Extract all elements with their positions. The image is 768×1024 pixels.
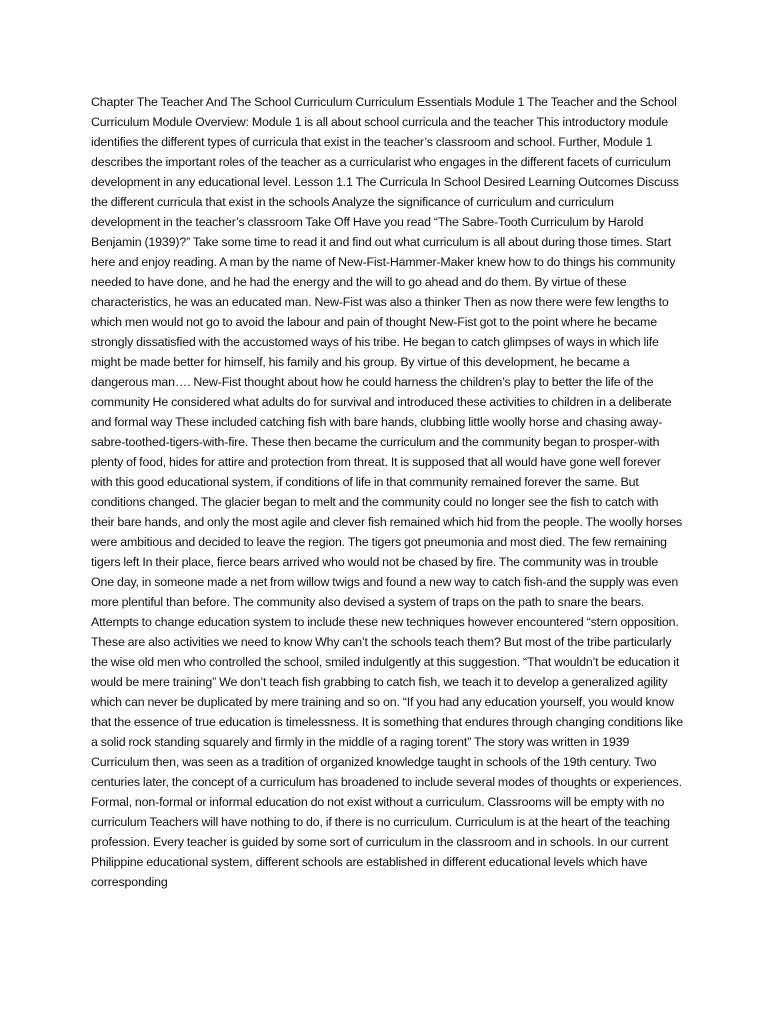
document-body-text: Chapter The Teacher And The School Curriculum Curriculum Essentials Module 1 The Teacher and the School Curriculum Module Overview: Module 1 is all about school curricula and the teacher This introductory module identifies the different types of curricula that exist in the teacher’s classroom and school. Further, Module 1 describes the important roles of the teacher as a curricularist who engages in the different facets of curriculum development in any educational level. Lesson 1.1 The Curricula In School Desired Learning Outcomes Discuss the different curricula that exist in the schools Analyze the significance of curriculum and curriculum development in the teacher’s classroom Take Off Have you read “The Sabre-Tooth Curriculum by Harold Benjamin (1939)?” Take some time to read it and find out what curriculum is all about during those times. Start here and enjoy reading. A man by the name of New-Fist-Hammer-Maker knew how to do things his community needed to have done, and he had the energy and the will to go ahead and do them. By virtue of these characteristics, he was an educated man. New-Fist was also a thinker Then as now there were few lengths to which men would not go to avoid the labour and pain of thought New-Fist got to the point where he became strongly dissatisfied with the accustomed ways of his tribe. He began to catch glimpses of ways in which life might be made better for himself, his family and his group. By virtue of this development, he became a dangerous man…. New-Fist thought about how he could harness the children’s play to better the life of the community He considered what adults do for survival and introduced these activities to children in a deliberate and formal way These included catching fish with bare hands, clubbing little woolly horse and chasing away-sabre-toothed-tigers-with-fire. These then became the curriculum and the community began to prosper-with plenty of food, hides for attire and protection from threat. It is supposed that all would have gone well forever with this good educational system, if conditions of life in that community remained forever the same. But conditions changed. The glacier began to melt and the community could no longer see the fish to catch with their bare hands, and only the most agile and clever fish remained which hid from the people. The woolly horses were ambitious and decided to leave the region. The tigers got pneumonia and most died. The few remaining tigers left In their place, fierce bears arrived who would not be chased by fire. The community was in trouble One day, in someone made a net from willow twigs and found a new way to catch fish-and the supply was even more plentiful than before. The community also devised a system of traps on the path to snare the bears. Attempts to change education system to include these new techniques however encountered “stern opposition. These are also activities we need to know Why can’t the schools teach them? But most of the tribe particularly the wise old men who controlled the school, smiled indulgently at this suggestion. “That wouldn’t be education it would be mere training” We don’t teach fish grabbing to catch fish, we teach it to develop a generalized agility which can never be duplicated by mere training and so on. “If you had any education yourself, you would know that the essence of true education is timelessness. It is something that endures through changing conditions like a solid rock standing squarely and firmly in the middle of a raging torent” The story was written in 1939 Curriculum then, was seen as a tradition of organized knowledge taught in schools of the 19th century. Two centuries later, the concept of a curriculum has broadened to include several modes of thoughts or experiences. Formal, non-formal or informal education do not exist without a curriculum. Classrooms will be empty with no curriculum Teachers will have nothing to do, if there is no curriculum. Curriculum is at the heart of the teaching profession. Every teacher is guided by some sort of curriculum in the classroom and in schools. In our current Philippine educational system, different schools are established in different educational levels which have corresponding [91,95,683,889]
